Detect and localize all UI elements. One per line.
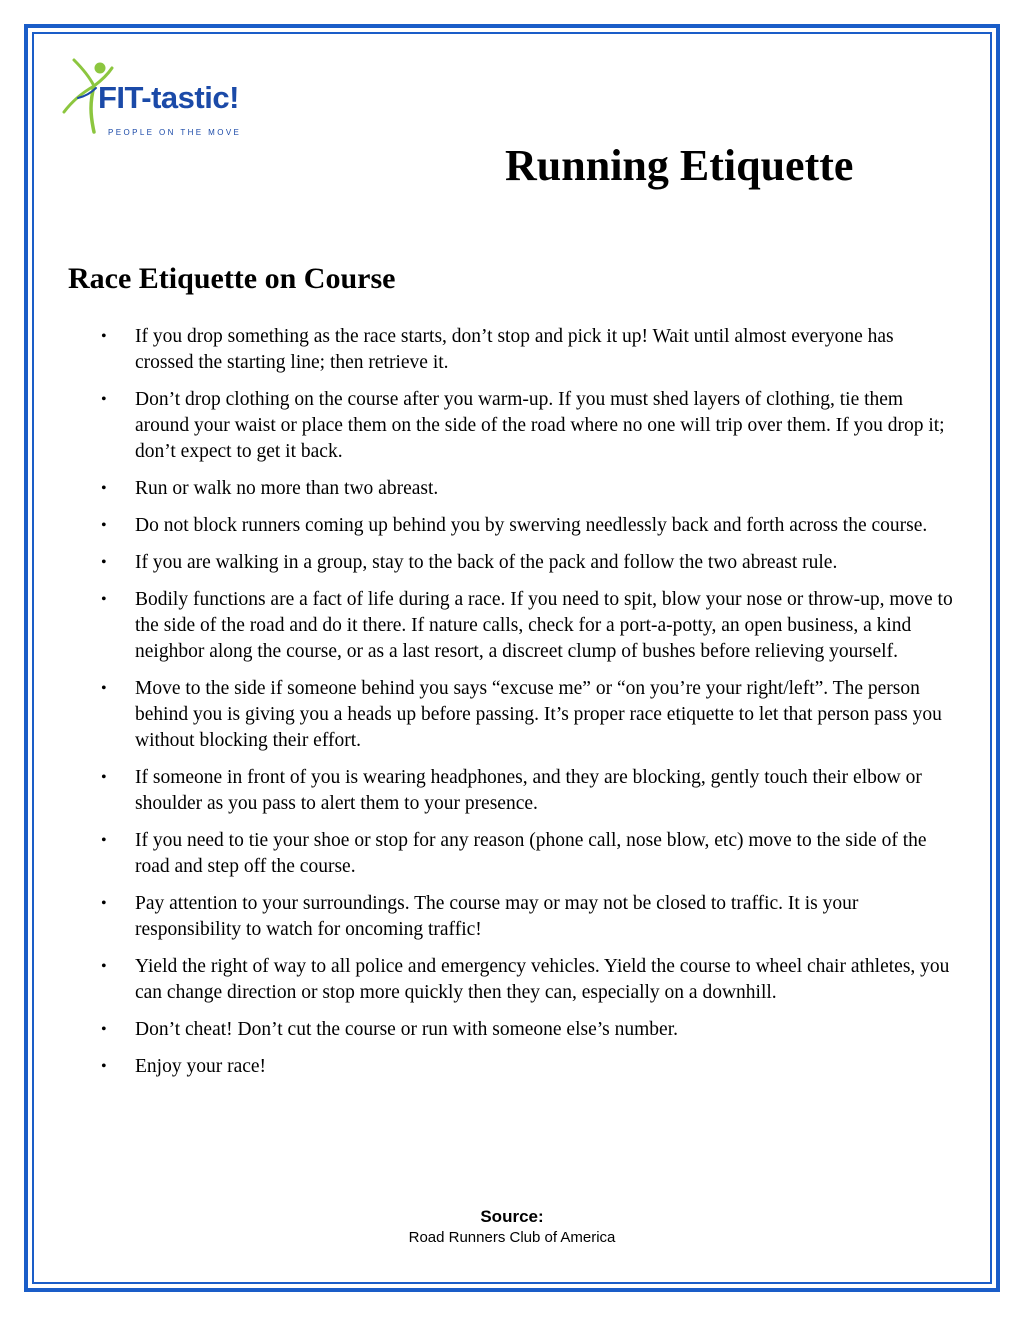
list-item (96, 513, 956, 539)
logo-wordmark-tastic: -tastic! (141, 80, 239, 115)
list-item-text: If someone in front of you is wearing headphones, and they are blocking, gently touch their elbow or shoulder as you pass to alert them to your presence. (135, 767, 922, 814)
list-item-text: Do not block runners coming up behind you by swerving needlessly back and forth across the course. (135, 515, 928, 536)
list-item (96, 954, 956, 1006)
list-item-text: Don’t drop clothing on the course after you warm-up. If you must shed layers of clothing, tie them around your waist or place them on the side of the road where no one will trip over them. If you drop it; don’t expect to get it back. (135, 389, 945, 462)
bullet-icon: • (101, 1058, 107, 1075)
list-item-text: If you are walking in a group, stay to the back of the pack and follow the two abreast rule. (135, 552, 838, 573)
list-item (96, 1017, 956, 1043)
list-item-text: Run or walk no more than two abreast. (135, 478, 439, 499)
list-item-text: Don’t cheat! Don’t cut the course or run with someone else’s number. (135, 1019, 678, 1040)
bullet-icon: • (101, 832, 107, 849)
bullet-icon: • (101, 328, 107, 345)
bullet-icon: • (101, 591, 107, 608)
list-item (96, 550, 956, 576)
source-label: Source: (480, 1207, 544, 1226)
list-item (96, 1054, 956, 1080)
list-item (96, 891, 956, 943)
list-item-text: If you drop something as the race starts, don’t stop and pick it up! Wait until almost everyone has crossed the starting line; then retrieve it. (135, 326, 894, 373)
list-item (96, 676, 956, 754)
section-heading: Race Etiquette on Course (68, 262, 396, 295)
list-item-text: Pay attention to your surroundings. The course may or may not be closed to traffic. It is your responsibility to watch for oncoming traffic! (135, 893, 859, 940)
list-item (96, 587, 956, 665)
source-name: Road Runners Club of America (408, 1229, 616, 1246)
source-block (0, 1206, 1024, 1248)
bullet-icon: • (101, 517, 107, 534)
bullet-icon: • (101, 680, 107, 697)
bullet-icon: • (101, 895, 107, 912)
list-item-text: If you need to tie your shoe or stop for any reason (phone call, nose blow, etc) move to the side of the road and step off the course. (135, 830, 927, 877)
list-item-text: Move to the side if someone behind you says “excuse me” or “on you’re your right/left”. The person behind you is giving you a heads up before passing. It’s proper race etiquette to let that person pass you without blocking their effort. (135, 678, 942, 751)
list-item-text: Enjoy your race! (135, 1056, 267, 1077)
logo-wordmark (98, 80, 239, 116)
page-title: Running Etiquette (505, 141, 854, 190)
bullet-icon: • (101, 1021, 107, 1038)
logo-tagline: PEOPLE ON THE MOVE (108, 128, 242, 137)
list-item (96, 828, 956, 880)
list-item (96, 476, 956, 502)
list-item-text: Yield the right of way to all police and emergency vehicles. Yield the course to wheel chair athletes, you can change direction or stop more quickly then they can, especially on a downhill. (135, 956, 950, 1003)
bullet-icon: • (101, 554, 107, 571)
list-item-text: Bodily functions are a fact of life during a race. If you need to spit, blow your nose or throw-up, move to the side of the road and do it there. If nature calls, check for a port-a-potty, an open business, a kind neighbor along the course, or as a last resort, a discreet clump of bushes before relieving yourself. (135, 589, 953, 662)
bullet-icon: • (101, 391, 107, 408)
bullet-icon: • (101, 958, 107, 975)
fit-tastic-logo (60, 52, 280, 142)
list-item (96, 387, 956, 465)
etiquette-rules-list (96, 324, 956, 1091)
list-item (96, 324, 956, 376)
list-item (96, 765, 956, 817)
bullet-icon: • (101, 480, 107, 497)
logo-wordmark-fit: FIT (98, 80, 142, 115)
bullet-icon: • (101, 769, 107, 786)
